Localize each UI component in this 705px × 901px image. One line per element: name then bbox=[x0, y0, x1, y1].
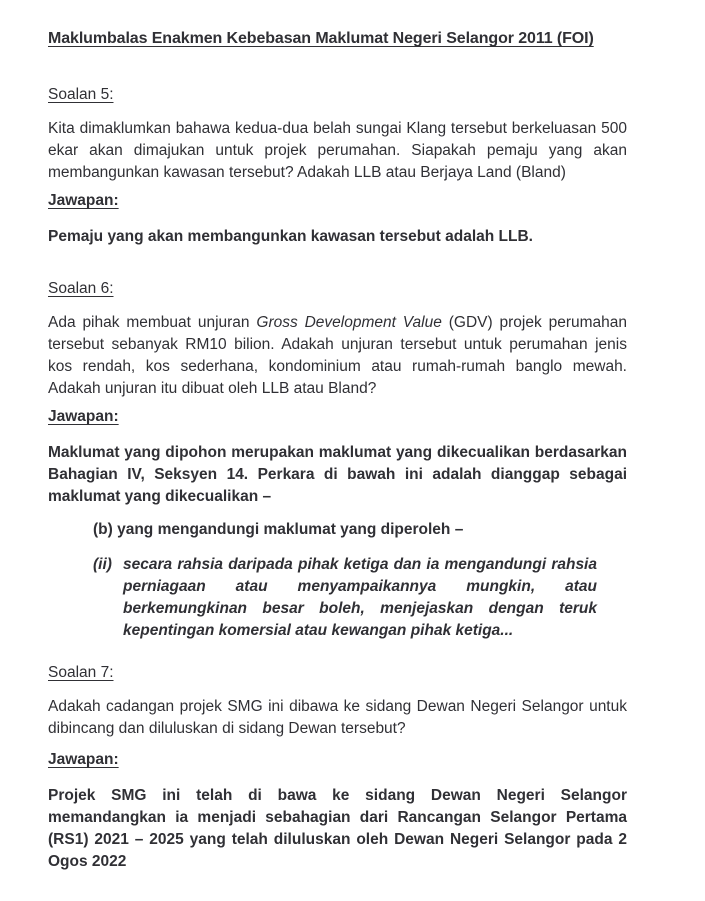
question-6-text-start: Ada pihak membuat unjuran bbox=[48, 314, 257, 331]
question-5-heading: Soalan 5: bbox=[48, 86, 114, 103]
question-7-text: Adakah cadangan projek SMG ini dibawa ke sidang Dewan Negeri Selangor untuk dibincang dan diluluskan di sidang Dewan tersebut? bbox=[48, 698, 627, 737]
answer-6-clause-ii bbox=[48, 554, 597, 642]
clause-ii-marker: (ii) bbox=[93, 556, 112, 573]
answer-5-label: Jawapan: bbox=[48, 192, 119, 209]
question-5-text: Kita dimaklumkan bahawa kedua-dua belah sungai Klang tersebut berkeluasan 500 ekar akan dimajukan untuk projek perumahan. Siapakah pemaju yang akan membangunkan kawasan tersebut? Adakah LLB atau Berjaya Land (Bland) bbox=[48, 120, 627, 181]
document-page bbox=[48, 28, 627, 873]
answer-6-intro-text: Maklumat yang dipohon merupakan maklumat yang dikecualikan berdasarkan Bahagian IV, Seksyen 14. Perkara di bawah ini adalah dianggap sebagai maklumat yang dikecualikan – bbox=[48, 444, 627, 505]
question-6-text bbox=[48, 312, 627, 400]
question-6-text-end: (GDV) projek perumahan tersebut sebanyak RM10 bilion. Adakah unjuran tersebut untuk perumahan jenis kos rendah, kos sederhana, kondominium atau rumah-rumah banglo mewah. Adakah unjuran itu dibuat oleh LLB atau Bland? bbox=[48, 314, 627, 397]
document-title: Maklumbalas Enakmen Kebebasan Maklumat Negeri Selangor 2011 (FOI) bbox=[48, 30, 594, 47]
answer-5-text: Pemaju yang akan membangunkan kawasan tersebut adalah LLB. bbox=[48, 228, 533, 245]
answer-6-clause-b: (b) yang mengandungi maklumat yang diperoleh – bbox=[93, 521, 464, 538]
answer-7-label: Jawapan: bbox=[48, 751, 119, 768]
answer-7-text: Projek SMG ini telah di bawa ke sidang Dewan Negeri Selangor memandangkan ia menjadi sebahagian dari Rancangan Selangor Pertama (RS1) 2021 – 2025 yang telah diluluskan oleh Dewan Negeri Selangor pada 2 Ogos 2022 bbox=[48, 787, 627, 870]
question-7-heading: Soalan 7: bbox=[48, 664, 114, 681]
answer-6-label: Jawapan: bbox=[48, 408, 119, 425]
clause-ii-text: secara rahsia daripada pihak ketiga dan ia mengandungi rahsia perniagaan atau menyampaikannya mungkin, atau berkemungkinan besar boleh, menjejaskan dengan teruk kepentingan komersial atau kewangan pihak ketiga... bbox=[123, 556, 597, 639]
question-6-heading: Soalan 6: bbox=[48, 280, 114, 297]
question-6-gdv-term: Gross Development Value bbox=[256, 314, 442, 331]
